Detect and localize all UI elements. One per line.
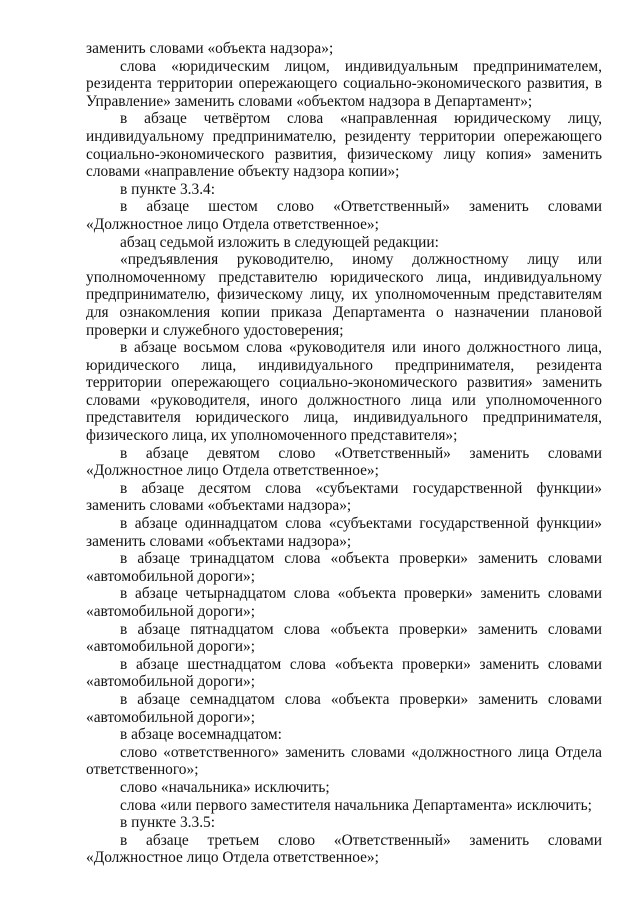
- paragraph: в абзаце четырнадцатом слова «объекта проверки» заменить словами «автомобильной дороги»;: [86, 585, 602, 620]
- paragraph: в абзаце семнадцатом слова «объекта проверки» заменить словами «автомобильной дороги»;: [86, 690, 602, 726]
- paragraph: слово «ответственного» заменить словами «должностного лица Отдела ответственного»;: [86, 743, 602, 779]
- paragraph: в абзаце пятнадцатом слова «объекта проверки» заменить словами «автомобильной дороги»;: [86, 620, 602, 656]
- paragraph: в абзаце восемнадцатом:: [120, 726, 282, 744]
- paragraph: в абзаце восьмом слова «руководителя или иного должностного лица, юридического лица, индивидуального предпринимателя, резидента территории опережающего социально-экономического развития» заменить словами «руководителя, иного должностного лица или уполномоченного представителя юридического лица, индивидуального предпринимателя, физического лица, их уполномоченного представителя»;: [86, 339, 602, 445]
- paragraph: слова «или первого заместителя начальника Департамента» исключить;: [120, 796, 592, 814]
- paragraph: в абзаце шестнадцатом слова «объекта проверки» заменить словами «автомобильной дороги»;: [86, 655, 602, 691]
- paragraph: в абзаце десятом слова «субъектами государственной функции» заменить словами «объектами надзора»;: [86, 479, 602, 515]
- paragraph: в абзаце четвёртом слова «направленная юридическому лицу, индивидуальному предпринимателю, резиденту территории опережающего социально-экономического развития, физическому лицу копия» заменить словами «направление объекту надзора копии»;: [86, 110, 602, 181]
- paragraph: в пункте 3.3.4:: [120, 180, 216, 198]
- paragraph: слова «юридическим лицом, индивидуальным предпринимателем, резидента территории опережающего социально-экономического развития, в Управление» заменить словами «объектом надзора в Департамент»;: [86, 57, 602, 110]
- paragraph: в абзаце одиннадцатом слова «субъектами государственной функции» заменить словами «объектами надзора»;: [86, 515, 602, 550]
- document-body: [86, 40, 602, 867]
- paragraph: в абзаце шестом слово «Ответственный» заменить словами «Должностное лицо Отдела ответственное»;: [86, 198, 602, 233]
- paragraph: слово «начальника» исключить;: [120, 778, 330, 796]
- paragraph: абзац седьмой изложить в следующей редакции:: [120, 233, 439, 251]
- paragraph: заменить словами «объекта надзора»;: [86, 40, 334, 57]
- paragraph: в абзаце третьем слово «Ответственный» заменить словами «Должностное лицо Отдела ответственное»;: [86, 831, 602, 867]
- paragraph: в абзаце девятом слово «Ответственный» заменить словами «Должностное лицо Отдела ответственное»;: [86, 444, 602, 480]
- paragraph: в пункте 3.3.5:: [120, 814, 216, 832]
- paragraph: в абзаце тринадцатом слова «объекта проверки» заменить словами «автомобильной дороги»;: [86, 550, 602, 585]
- paragraph: «предъявления руководителю, иному должностному лицу или уполномоченному представителю юридического лица, индивидуальному предпринимателю, физическому лицу, их уполномоченным представителям для ознакомления копии приказа Департамента о назначении плановой проверки и служебного удостоверения;: [86, 251, 602, 339]
